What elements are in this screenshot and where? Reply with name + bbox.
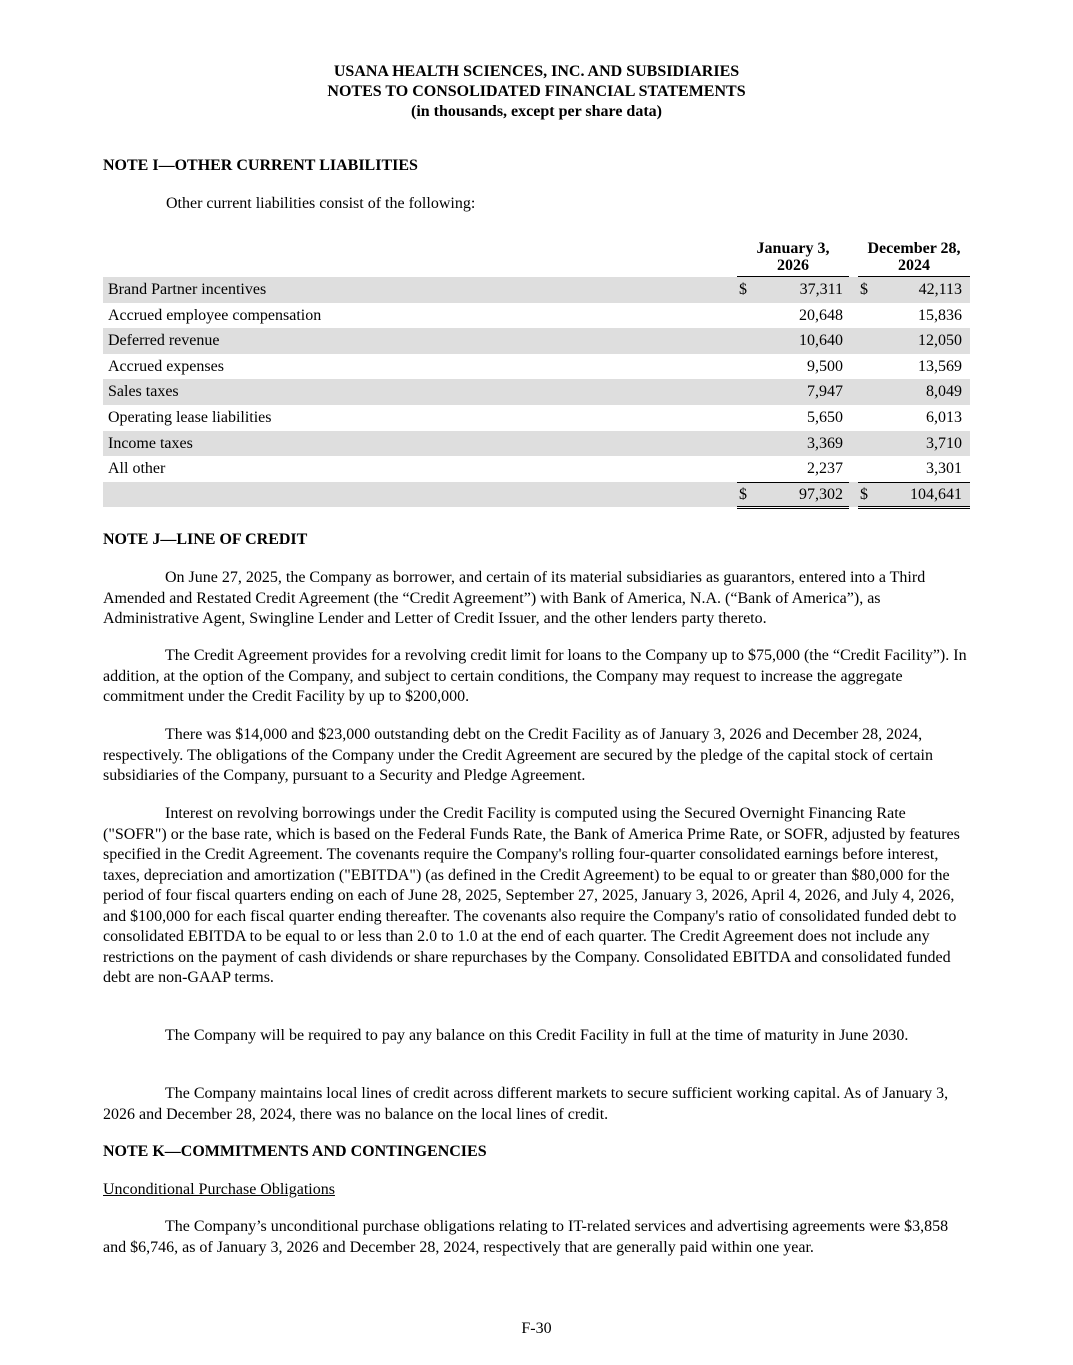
- total-double-rule: [737, 506, 849, 509]
- note-j-paragraph-5: [103, 1026, 970, 1047]
- company-title: USANA HEALTH SCIENCES, INC. AND SUBSIDIARIES: [333, 63, 740, 80]
- row-label: All other: [108, 460, 166, 478]
- column-header-dec-2024: [858, 240, 970, 274]
- currency-symbol: $: [739, 281, 747, 298]
- row-label: Brand Partner incentives: [108, 281, 267, 298]
- note-j-paragraph-2: [103, 646, 970, 708]
- currency-symbol: $: [860, 281, 868, 298]
- note-i-heading: NOTE I—OTHER CURRENT LIABILITIES: [103, 157, 418, 174]
- column-header-line: January 3,: [756, 240, 830, 257]
- value-jan-2026: 20,648: [799, 306, 843, 324]
- row-label: Accrued expenses: [108, 357, 224, 375]
- currency-symbol: $: [739, 485, 747, 503]
- note-k-heading: NOTE K—COMMITMENTS AND CONTINGENCIES: [103, 1143, 487, 1160]
- column-header-jan-2026: [737, 240, 849, 274]
- table-row: [103, 303, 970, 329]
- value-jan-2026: 10,640: [799, 332, 843, 350]
- table-row: [103, 277, 970, 303]
- note-j-paragraph-6: [103, 1084, 970, 1125]
- table-row: [103, 328, 970, 354]
- paragraph-text: The Credit Agreement provides for a revolving credit limit for loans to the Company up to $75,000 (the “Credit Facility”). In addition, at the option of the Company, and subject to certain conditions, the Company may request to increase the aggregate commitment under the Credit Facility by up to $200,000.: [103, 647, 967, 705]
- value-dec-2024: 12,050: [918, 332, 962, 350]
- column-header-line: 2024: [898, 257, 930, 274]
- value-jan-2026: 3,369: [807, 434, 843, 452]
- table-row: [103, 379, 970, 405]
- table-row: [103, 431, 970, 457]
- note-j-paragraph-3: [103, 725, 970, 787]
- total-double-rule: [858, 506, 970, 509]
- row-label: Deferred revenue: [108, 332, 220, 350]
- table-row: [103, 456, 970, 482]
- note-j-paragraph-1: [103, 568, 970, 630]
- page-number: F-30: [521, 1320, 552, 1337]
- row-label: Sales taxes: [108, 383, 179, 401]
- row-label: Operating lease liabilities: [108, 409, 272, 426]
- value-jan-2026: 7,947: [807, 383, 843, 401]
- units-note: (in thousands, except per share data): [411, 103, 662, 120]
- note-k-subheading: Unconditional Purchase Obligations: [103, 1181, 335, 1198]
- currency-symbol: $: [860, 485, 868, 503]
- value-dec-2024: 6,013: [926, 409, 962, 426]
- note-j-heading: NOTE J—LINE OF CREDIT: [103, 531, 308, 548]
- table-row: [103, 354, 970, 380]
- subtotal-rule: [858, 482, 970, 483]
- column-header-line: 2026: [777, 257, 809, 274]
- value-jan-2026: 9,500: [807, 357, 843, 375]
- row-label: Accrued employee compensation: [108, 306, 322, 324]
- paragraph-text: The Company will be required to pay any balance on this Credit Facility in full at the time of maturity in June 2030.: [165, 1027, 909, 1044]
- paragraph-text: The Company maintains local lines of credit across different markets to secure sufficient working capital. As of January 3, 2026 and December 28, 2024, there was no balance on the local lines of credit.: [103, 1085, 949, 1123]
- value-jan-2026: 37,311: [799, 281, 843, 298]
- value-dec-2024: 15,836: [918, 306, 962, 324]
- value-jan-2026: 5,650: [807, 409, 843, 426]
- value-jan-2026: 97,302: [799, 485, 843, 503]
- paragraph-text: There was $14,000 and $23,000 outstanding debt on the Credit Facility as of January 3, 2026 and December 28, 2024, respectively. The obligations of the Company under the Credit Agreement are secured by the pledge of the capital stock of certain subsidiaries of the Company, pursuant to a Security and Pledge Agreement.: [103, 726, 933, 784]
- value-dec-2024: 3,710: [926, 434, 962, 452]
- row-label: Income taxes: [108, 434, 193, 452]
- value-dec-2024: 104,641: [910, 485, 962, 503]
- document-title: NOTES TO CONSOLIDATED FINANCIAL STATEMENTS: [327, 83, 746, 100]
- table-row: [103, 482, 970, 508]
- column-header-line: December 28,: [867, 240, 961, 257]
- value-dec-2024: 8,049: [926, 383, 962, 401]
- table-row: [103, 405, 970, 431]
- paragraph-text: The Company’s unconditional purchase obligations relating to IT-related services and advertising agreements were $3,858 and $6,746, as of January 3, 2026 and December 28, 2024, respectively that are generally paid within one year.: [103, 1218, 949, 1256]
- paragraph-text: On June 27, 2025, the Company as borrower, and certain of its material subsidiaries as guarantors, entered into a Third Amended and Restated Credit Agreement (the “Credit Agreement”) with Bank of America, N.A. (“Bank of America”), as Administrative Agent, Swingline Lender and Letter of Credit Issuer, and the other lenders party thereto.: [103, 569, 926, 627]
- value-dec-2024: 42,113: [918, 281, 962, 298]
- note-k-paragraph-1: [103, 1217, 970, 1258]
- subtotal-rule: [737, 482, 849, 483]
- value-dec-2024: 13,569: [918, 357, 962, 375]
- note-j-paragraph-4: [103, 804, 970, 989]
- value-jan-2026: 2,237: [807, 460, 843, 478]
- paragraph-text: Interest on revolving borrowings under the Credit Facility is computed using the Secured Overnight Financing Rate ("SOFR") or the base rate, which is based on the Federal Funds Rate, the Bank of America Prime Rate, or SOFR, adjusted by features specified in the Credit Agreement. The covenants require the Company's rolling four-quarter consolidated earnings before interest, taxes, depreciation and amortization ("EBITDA") (as defined in the Credit Agreement) to be equal to or greater than $80,000 for the period of four fiscal quarters ending on each of June 28, 2025, September 27, 2025, January 3, 2026, April 4, 2026, and July 4, 2026, and $100,000 for each fiscal quarter ending thereafter. The covenants also require the Company's ratio of consolidated funded debt to consolidated EBITDA to be equal to or less than 2.0 to 1.0 at the end of each quarter. The Credit Agreement does not include any restrictions on the payment of cash dividends or share repurchases by the Company. Consolidated EBITDA and consolidated funded debt are non-GAAP terms.: [103, 805, 960, 986]
- note-i-intro: Other current liabilities consist of the following:: [166, 195, 476, 212]
- value-dec-2024: 3,301: [926, 460, 962, 478]
